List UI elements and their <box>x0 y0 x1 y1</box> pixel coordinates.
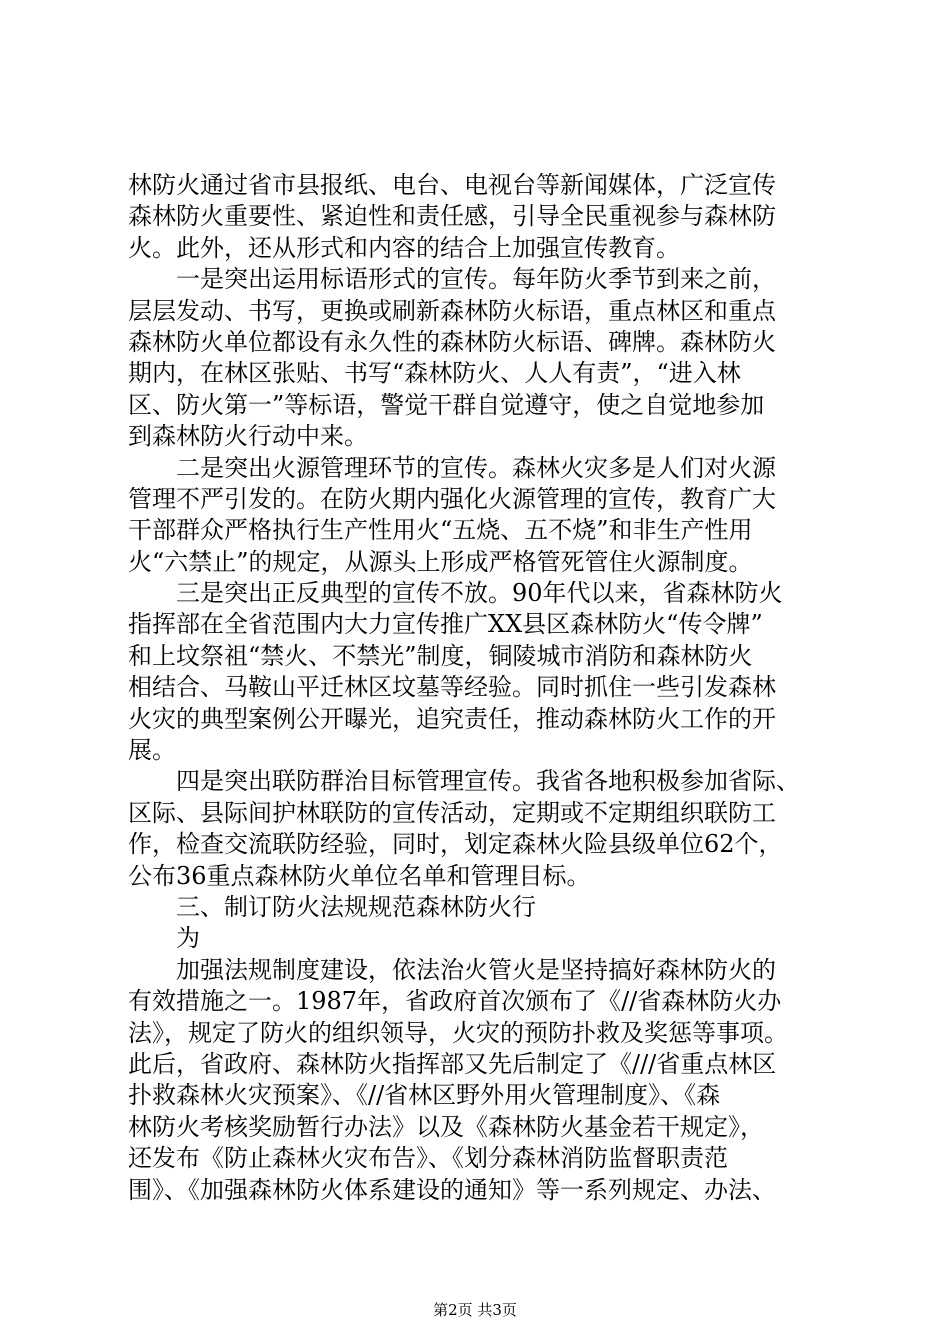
text-line: 火灾的典型案例公开曝光，追究责任，推动森林防火工作的开 <box>128 704 776 733</box>
text-line: 公布36重点森林防火单位名单和管理目标。 <box>128 861 591 890</box>
text-line: 三是突出正反典型的宣传不放。90年代以来，省森林防火 <box>128 579 783 608</box>
text-line: 二是突出火源管理环节的宣传。森林火灾多是人们对火源 <box>128 453 776 482</box>
text-line: 管理不严引发的。在防火期内强化火源管理的宣传，教育广大 <box>128 484 776 513</box>
text-line: 到森林防火行动中来。 <box>128 422 368 451</box>
text-line: 四是突出联防群治目标管理宣传。我省各地积极参加省际、 <box>128 767 800 796</box>
text-line: 扑救森林火灾预案》、《//省林区野外用火管理制度》、《森 <box>128 1081 721 1110</box>
text-line: 此后，省政府、森林防火指挥部又先后制定了《///省重点林区 <box>128 1049 777 1078</box>
text-line: 作，检查交流联防经验，同时，划定森林火险县级单位62个， <box>128 830 783 859</box>
text-line: 围》、《加强森林防火体系建设的通知》等一系列规定、办法、 <box>128 1175 776 1204</box>
text-line: 火。此外，还从形式和内容的结合上加强宣传教育。 <box>128 233 680 262</box>
text-line: 火“六禁止”的规定，从源头上形成严格管死管住火源制度。 <box>128 547 753 576</box>
section-heading: 三、制订防火法规规范森林防火行 <box>128 892 536 921</box>
text-line: 还发布《防止森林火灾布告》、《划分森林消防监督职责范 <box>128 1144 728 1173</box>
text-line: 林防火考核奖励暂行办法》以及《森林防火基金若干规定》， <box>128 1112 764 1141</box>
text-line: 期内，在林区张贴、书写“森林防火、人人有责”，“进入林 <box>128 359 741 388</box>
text-line: 林防火通过省市县报纸、电台、电视台等新闻媒体，广泛宣传 <box>128 171 776 199</box>
text-line: 展。 <box>128 736 176 765</box>
page-footer: 第2页 共3页 <box>433 1301 517 1319</box>
text-line: 森林防火重要性、紧迫性和责任感，引导全民重视参与森林防 <box>128 202 776 231</box>
text-line: 指挥部在全省范围内大力宣传推广XX县区森林防火“传令牌” <box>128 610 763 639</box>
text-line: 区际、县际间护林联防的宣传活动，定期或不定期组织联防工 <box>128 798 776 827</box>
document-body <box>128 170 828 1206</box>
text-line: 干部群众严格执行生产性用火“五烧、五不烧”和非生产性用 <box>128 516 753 545</box>
text-line: 法》，规定了防火的组织领导，火灾的预防扑救及奖惩等事项。 <box>128 1018 788 1047</box>
text-line: 有效措施之一。1987年，省政府首次颁布了《//省森林防火办 <box>128 987 782 1016</box>
text-line: 层层发动、书写，更换或刷新森林防火标语，重点林区和重点 <box>128 296 776 325</box>
text-line: 相结合、马鞍山平迁林区坟墓等经验。同时抓住一些引发森林 <box>128 673 776 702</box>
text-line: 森林防火单位都设有永久性的森林防火标语、碑牌。森林防火 <box>128 327 776 356</box>
section-heading-continued: 为 <box>128 924 200 953</box>
text-line: 区、防火第一”等标语，警觉干群自觉遵守，使之自觉地参加 <box>128 390 765 419</box>
text-line: 一是突出运用标语形式的宣传。每年防火季节到来之前， <box>128 265 776 294</box>
text-line: 加强法规制度建设，依法治火管火是坚持搞好森林防火的 <box>128 955 776 984</box>
text-line: 和上坟祭祖“禁火、不禁光”制度，铜陵城市消防和森林防火 <box>128 641 753 670</box>
